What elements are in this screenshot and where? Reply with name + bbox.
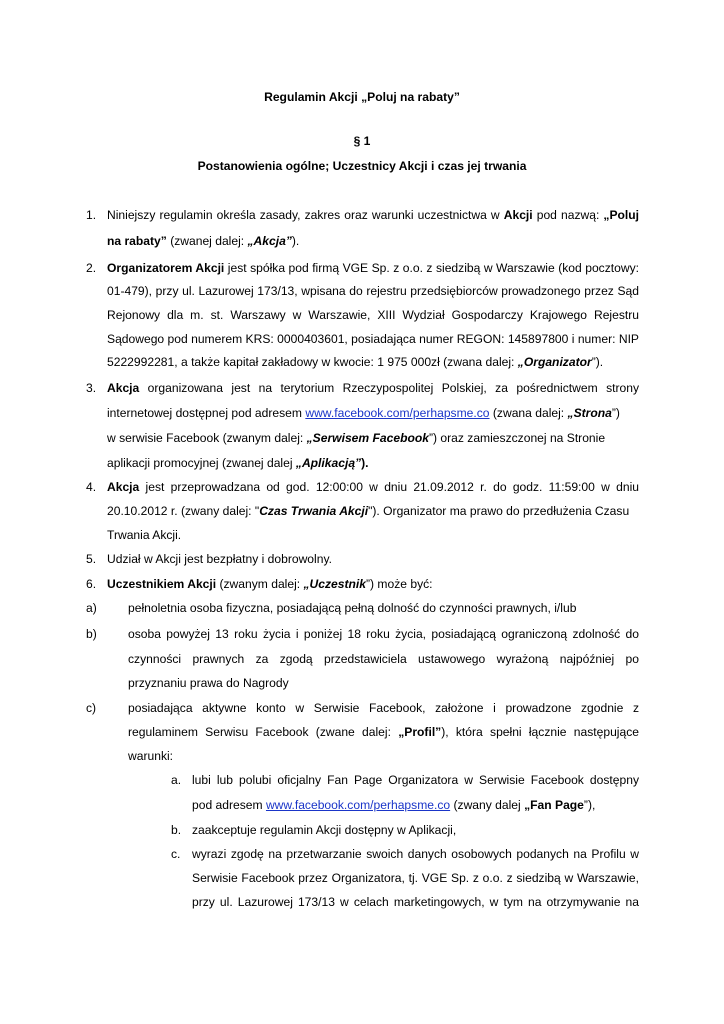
condition-letter: b. <box>171 823 182 837</box>
item-number: 3. <box>86 381 97 395</box>
sub-item-letter: a) <box>86 601 97 615</box>
document-page: Regulamin Akcji „Poluj na rabaty” § 1 Postanowienia ogólne; Uczestnicy Akcji i czas jej trwania 1. Niniejszy regulamin określa zasady, zakres oraz warunki uczestnictwa w Akcji pod nazwą: „Poluj na rabaty” (zwanej dalej: „Akcja”). 2. Organizatorem Akcji jest spółka pod firmą VGE Sp. z o.o. z siedzibą w Warszawie (kod pocztowy: 01-479), przy ul. Lazurowej 173/13, wpisana do rejestru przedsiębiorców prowadzonego przez Sąd Rejonowy dla m. st. Warszawy w Warszawie, XIII Wydział Gospodarczy Krajowego Rejestru Sądowego pod numerem KRS: 0000403601, posiadająca numer REGON: 145897800 i numer: NIP 5222992281, a także kapitał zakładowy w kwocie: 1 975 000zł (zwana dalej: „Organizator”). 3. Akcja organizowana jest na terytorium Rzeczypospolitej Polskiej, za pośrednictwem strony internetowej dostępnej pod adresem www.facebook.com/perhapsme.co (zwana dalej: „Strona”) w serwisie Facebook (zwanym dalej: „Serwisem Facebook”) oraz zamieszczonej na Stronie aplikacji promocyjnej (zwanej dalej „Aplikacją”). 4. Akcja jest przeprowadzana od god. 12:00:00 w dniu 21.09.2012 r. do godz. 11:59:00 w dniu 20.10.2012 r. (zwany dalej: "Czas Trwania Akcji"). Organizator ma prawo do przedłużenia Czasu Trwania Akcji. 5. Udział w Akcji jest bezpłatny i dobrowolny. 6. Uczestnikiem Akcji (zwanym dalej: „Uczestnik”) może być: a) pełnoletnia osoba fizyczna, posiadającą pełną dolność do czynności prawnych, i/lub b) osoba powyżej 13 roku życia i poniżej 18 roku życia, posiadającą ograniczoną zdolność do czynności prawnych za zgodą przedstawiciela ustawowego wyrażoną najpóźniej po przyznaniu prawa do Nagrody c) posiadająca aktywne konto w Serwisie Facebook, założone i prowadzone zgodnie z regulaminem Serwisu Facebook (zwane dalej: „Profil”), która spełni łącznie następujące warunki: a. lubi lub polubi oficjalny Fan Page Organizatora w Serwisie Facebook dostępny pod adresem www.facebook.com/perhapsme.co (zwany dalej „Fan Page”), b. zaakceptuje regulamin Akcji dostępny w Aplikacji, c. wyrazi zgodę na przetwarzanie swoich danych osobowych podanych na Profilu w Serwisie Facebook przez Organizatora, tj. VGE Sp. z o.o. z siedzibą w Warszawie, przy ul. Lazurowej 173/13 w celach marketingowych, w tym na otrzymywanie na <box>0 0 724 1024</box>
document-title: Regulamin Akcji „Poluj na rabaty” <box>264 90 460 104</box>
facebook-link[interactable]: www.facebook.com/perhapsme.co <box>305 406 490 420</box>
section-title: Postanowienia ogólne; Uczestnicy Akcji i czas jej trwania <box>197 159 527 173</box>
sub-item-letter: c) <box>86 701 97 715</box>
condition-letter: c. <box>171 847 181 861</box>
sub-item-letter: b) <box>86 627 97 641</box>
item-number: 2. <box>86 261 97 275</box>
item-number: 4. <box>86 480 97 494</box>
item-number: 6. <box>86 577 97 591</box>
section-number: § 1 <box>353 134 371 148</box>
item-number: 1. <box>86 208 97 222</box>
condition-letter: a. <box>171 773 182 787</box>
item-number: 5. <box>86 552 97 566</box>
facebook-link[interactable]: www.facebook.com/perhapsme.co <box>265 798 451 812</box>
